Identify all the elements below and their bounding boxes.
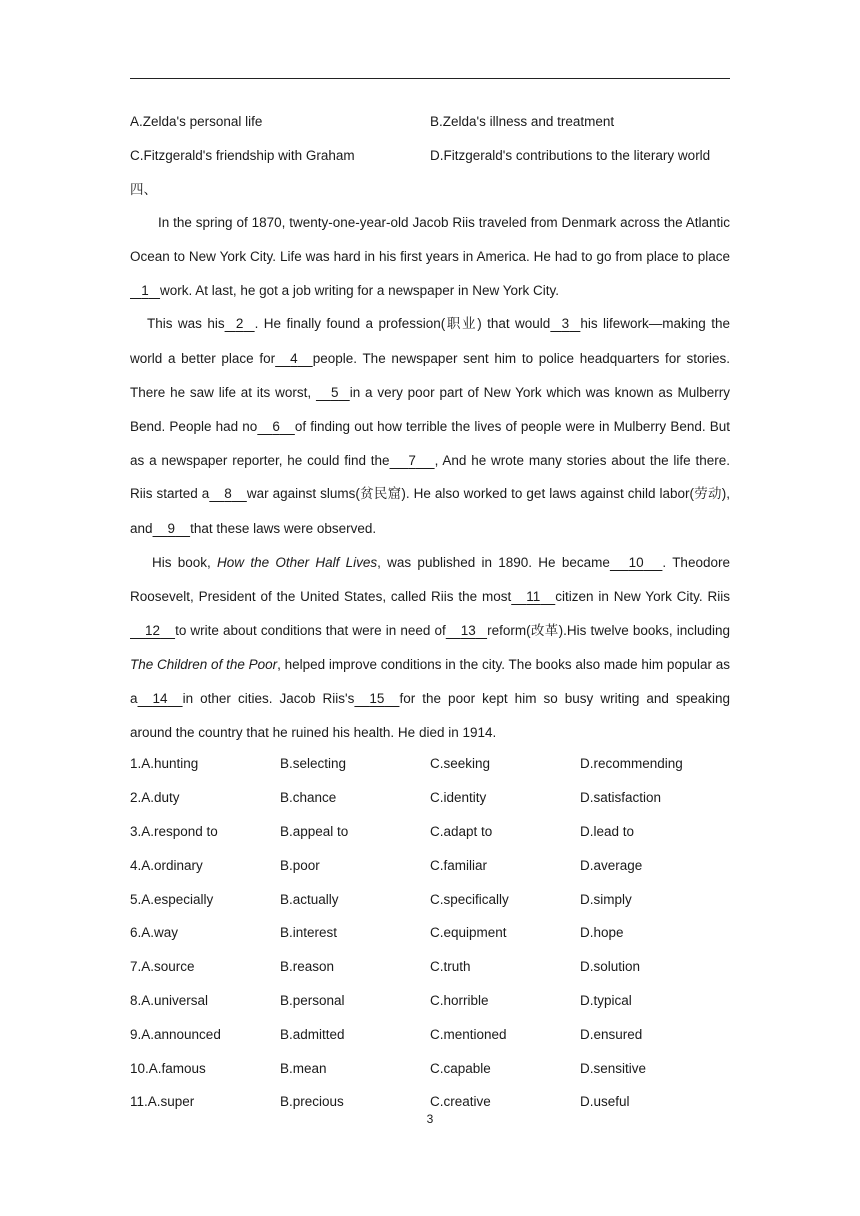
blank-8: 8 xyxy=(224,486,232,502)
option-c: C.capable xyxy=(430,1060,491,1076)
passage-text: In the spring of 1870, twenty-one-year-old Jacob Riis traveled from Denmark across the Atlantic Ocean to New York City. Life was hard in his first years in America. He had to go from place to place xyxy=(130,215,730,264)
option-c: C.Fitzgerald's friendship with Graham xyxy=(130,147,355,163)
option-a: 8.A.universal xyxy=(130,992,209,1008)
option-a: 3.A.respond to xyxy=(130,823,218,839)
passage-text: reform( xyxy=(487,622,531,638)
paragraph-2 xyxy=(130,307,730,546)
passage-text: to write about conditions that were in need of xyxy=(175,622,446,638)
blank-2: 2 xyxy=(235,316,244,332)
question-row xyxy=(130,815,730,849)
option-d: D.sensitive xyxy=(580,1060,647,1076)
blank-7: 7 xyxy=(408,452,416,468)
option-b: B.poor xyxy=(280,857,320,873)
blank-10: 10 xyxy=(628,554,644,570)
question-row xyxy=(130,747,730,781)
option-a: 11.A.super xyxy=(130,1094,195,1110)
passage-text: citizen in New York City. Riis xyxy=(555,588,730,604)
blank-5: 5 xyxy=(330,384,339,400)
option-a: A.Zelda's personal life xyxy=(130,113,263,129)
chinese-gloss: 劳动 xyxy=(694,486,722,503)
previous-question-options xyxy=(130,104,730,172)
passage-text: in other cities. Jacob Riis's xyxy=(182,691,355,707)
option-c: C.equipment xyxy=(430,925,507,941)
passage-text: for the poor kept him so busy writing and speaking around the country that he ruined his health. He died in 1914. xyxy=(130,691,730,740)
option-d: D.recommending xyxy=(580,756,683,772)
chinese-gloss: 职业 xyxy=(445,316,478,333)
blank-6: 6 xyxy=(272,418,280,434)
passage-text: , And he wrote many stories about the life there. Riis started a xyxy=(130,452,730,502)
passage-text: people. The newspaper sent him to police headquarters for stories. There he saw life at its worst, xyxy=(130,351,730,400)
option-b: B.personal xyxy=(280,992,345,1008)
question-row xyxy=(130,1017,730,1051)
option-d: D.useful xyxy=(580,1094,630,1110)
question-row xyxy=(130,950,730,984)
option-c: C.mentioned xyxy=(430,1026,507,1042)
header-rule xyxy=(130,78,730,79)
blank-3: 3 xyxy=(561,316,570,332)
option-c: C.truth xyxy=(430,959,471,975)
option-a: 6.A.way xyxy=(130,925,179,941)
option-b: B.mean xyxy=(280,1060,327,1076)
passage-text: ), and xyxy=(130,486,731,537)
passage-text: that these laws were observed. xyxy=(190,521,377,537)
option-c: C.familiar xyxy=(430,857,488,873)
option-c: C.horrible xyxy=(430,992,489,1008)
passage-text: , was published in 1890. He became xyxy=(377,554,610,570)
question-row xyxy=(130,916,730,950)
blank-1: 1 xyxy=(141,282,149,298)
option-d: D.solution xyxy=(580,959,641,975)
passage-text: His book, xyxy=(152,554,218,570)
passage-text: in a very poor part of New York which was known as Mulberry Bend. People had no xyxy=(130,384,730,434)
blank-13: 13 xyxy=(460,622,476,638)
option-b: B.reason xyxy=(280,959,335,975)
question-row xyxy=(130,848,730,882)
option-a: 10.A.famous xyxy=(130,1060,206,1076)
paragraph-3 xyxy=(130,546,730,750)
option-row xyxy=(130,104,730,138)
passage-text: work. At last, he got a job writing for a newspaper in New York City. xyxy=(160,282,559,298)
option-a: 1.A.hunting xyxy=(130,756,199,772)
passage-text: . He finally found a profession( xyxy=(254,316,446,332)
cloze-passage xyxy=(130,206,730,750)
option-d: D.hope xyxy=(580,925,624,941)
question-row xyxy=(130,1051,730,1085)
option-c: C.seeking xyxy=(430,756,491,772)
option-c: C.adapt to xyxy=(430,823,493,839)
option-d: D.Fitzgerald's contributions to the literary world xyxy=(430,147,711,163)
option-b: B.selecting xyxy=(280,756,347,772)
passage-text: ) that would xyxy=(477,316,551,332)
passage-text: , helped improve conditions in the city. The books also made him popular as a xyxy=(130,657,730,707)
passage-text: . Theodore Roosevelt, President of the United States, called Riis the most xyxy=(130,554,730,604)
passage-text: ).His twelve books, including xyxy=(558,622,730,638)
option-d: D.average xyxy=(580,857,643,873)
chinese-gloss: 改革 xyxy=(530,622,559,639)
chinese-gloss: 贫民窟 xyxy=(359,486,402,503)
question-row xyxy=(130,882,730,916)
option-a: 2.A.duty xyxy=(130,790,180,806)
question-row xyxy=(130,781,730,815)
option-d: D.lead to xyxy=(580,823,635,839)
blank-14: 14 xyxy=(152,691,168,707)
option-a: 9.A.announced xyxy=(130,1026,221,1042)
option-b: B.precious xyxy=(280,1094,344,1110)
option-d: D.ensured xyxy=(580,1026,643,1042)
blank-12: 12 xyxy=(145,622,161,638)
book-title: How the Other Half Lives xyxy=(217,554,378,570)
option-row xyxy=(130,138,730,172)
option-d: D.typical xyxy=(580,992,632,1008)
passage-text: ). He also worked to get laws against child labor( xyxy=(401,486,695,502)
option-b: B.actually xyxy=(280,891,339,907)
option-d: D.satisfaction xyxy=(580,790,662,806)
blank-11: 11 xyxy=(526,588,541,604)
question-list xyxy=(130,747,730,1119)
option-b: B.admitted xyxy=(280,1026,345,1042)
option-c: C.specifically xyxy=(430,891,509,907)
option-a: 7.A.source xyxy=(130,959,195,975)
passage-text: war against slums( xyxy=(246,486,360,502)
option-a: 4.A.ordinary xyxy=(130,857,203,873)
option-b: B.interest xyxy=(280,925,338,941)
question-row xyxy=(130,984,730,1018)
passage-text: This was his xyxy=(147,316,225,332)
option-b: B.appeal to xyxy=(280,823,349,839)
passage-text: of finding out how terrible the lives of people were in Mulberry Bend. But as a newspaper reporter, he could find the xyxy=(130,418,731,468)
paragraph-1 xyxy=(130,206,730,307)
section-number: 四、 xyxy=(130,182,157,198)
option-b: B.chance xyxy=(280,790,337,806)
option-a: 5.A.especially xyxy=(130,891,214,907)
option-c: C.creative xyxy=(430,1094,491,1110)
blank-9: 9 xyxy=(167,521,176,537)
option-d: D.simply xyxy=(580,891,632,907)
blank-15: 15 xyxy=(369,691,385,707)
blank-4: 4 xyxy=(290,351,298,367)
option-c: C.identity xyxy=(430,790,487,806)
option-b: B.Zelda's illness and treatment xyxy=(430,113,615,129)
passage-text: his lifework—making the world a better place for xyxy=(130,316,730,367)
book-title: The Children of the Poor xyxy=(130,657,278,673)
page-number: 3 xyxy=(426,1112,434,1126)
